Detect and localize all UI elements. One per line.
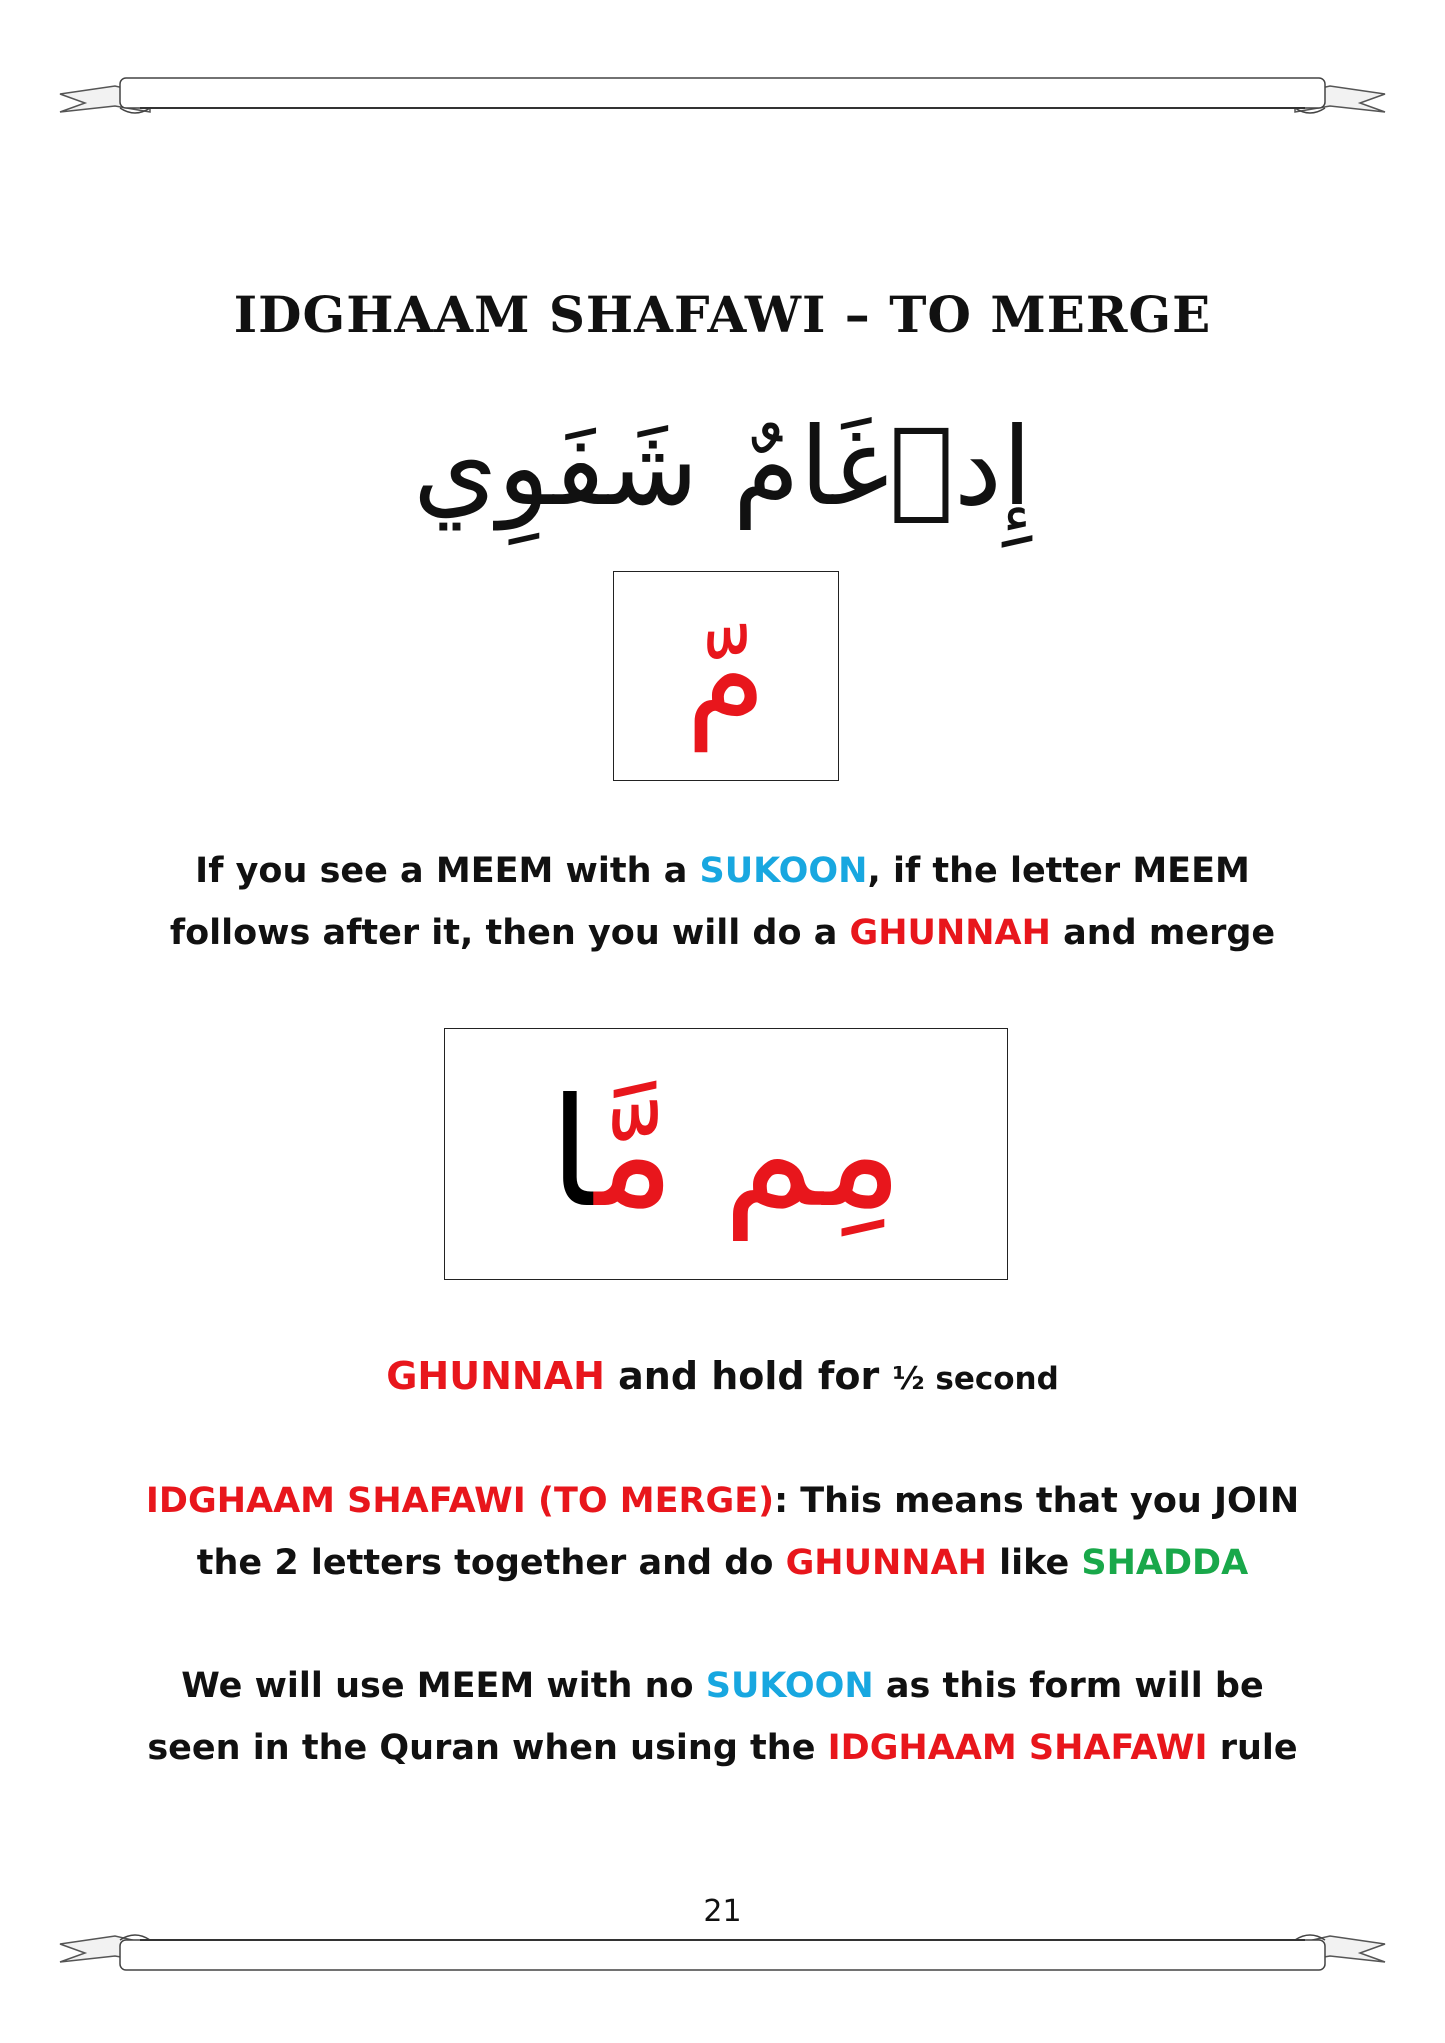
example-word-meem: مِم — [675, 1067, 903, 1241]
p2-text: and hold for — [604, 1354, 893, 1398]
p3-text: : This means that you JOIN — [774, 1481, 1300, 1521]
meem-form-paragraph — [0, 1655, 1445, 1779]
bottom-scroll-border — [55, 1922, 1390, 1982]
idghaam-definition-paragraph — [0, 1470, 1445, 1594]
p1-text: If you see a MEEM with a — [195, 851, 700, 891]
p4-text: seen in the Quran when using the — [147, 1728, 828, 1768]
top-scroll-border — [55, 72, 1390, 132]
p2-ghunnah: GHUNNAH — [386, 1354, 605, 1398]
p4-sukoon: SUKOON — [705, 1666, 874, 1706]
p3-text: like — [986, 1543, 1082, 1583]
p1-text: and merge — [1050, 913, 1276, 953]
example-word-meem-shadda: مَّ — [594, 1067, 676, 1241]
sukoon-rule-paragraph — [0, 840, 1445, 964]
p3-ghunnah: GHUNNAH — [785, 1543, 987, 1583]
p1-text: , if the letter MEEM — [867, 851, 1250, 891]
p3-shadda: SHADDA — [1081, 1543, 1249, 1583]
arabic-title: إِدۡغَامٌ شَفَوِي — [413, 405, 1032, 530]
p4-rule: IDGHAAM SHAFAWI — [827, 1728, 1208, 1768]
example-word — [445, 1029, 1007, 1279]
example-word-box — [444, 1028, 1008, 1280]
ghunnah-hold-line — [0, 1345, 1445, 1410]
p1-text: follows after it, then you will do a — [169, 913, 850, 953]
p4-text: We will use MEEM with no — [181, 1666, 706, 1706]
page-title: IDGHAAM SHAFAWI – TO MERGE — [233, 285, 1212, 344]
meem-shadda-box — [613, 571, 839, 781]
p1-sukoon: SUKOON — [699, 851, 868, 891]
p3-term: IDGHAAM SHAFAWI (TO MERGE) — [145, 1481, 775, 1521]
meem-shadda-glyph: مّ — [685, 600, 767, 752]
p1-ghunnah: GHUNNAH — [849, 913, 1051, 953]
example-word-alif: ا — [549, 1067, 595, 1241]
p2-half-second: ½ second — [892, 1361, 1059, 1397]
page-number: 21 — [703, 1894, 742, 1929]
p4-text: as this form will be — [873, 1666, 1264, 1706]
p3-text: the 2 letters together and do — [196, 1543, 786, 1583]
p4-text: rule — [1207, 1728, 1298, 1768]
